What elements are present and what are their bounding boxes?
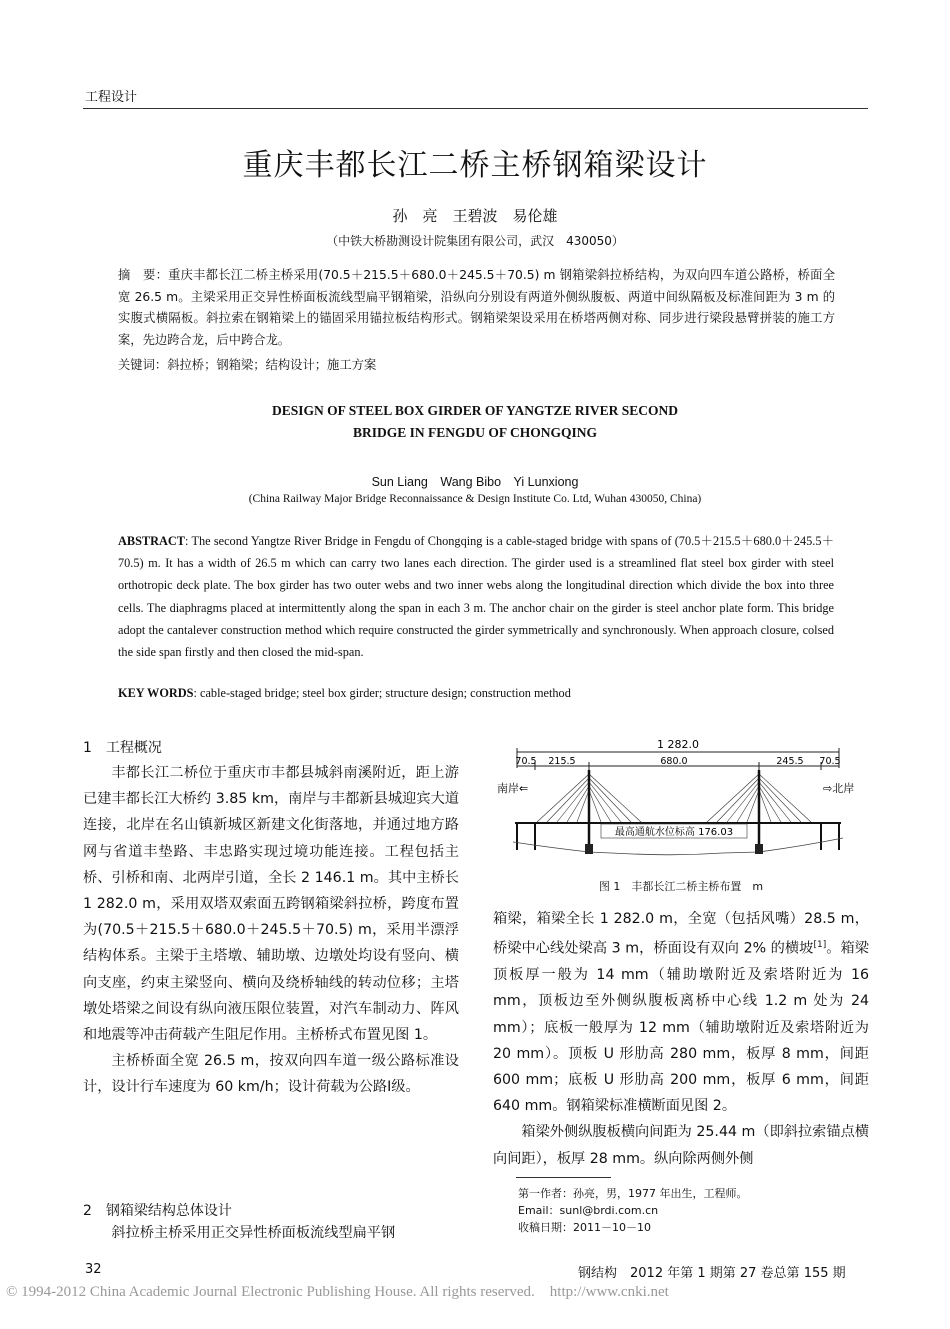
keywords-en-text: : cable-staged bridge; steel box girder; structure design; construction method <box>193 686 571 700</box>
abstract-cn-text: 重庆丰都长江二桥主桥采用(70.5＋215.5＋680.0＋245.5＋70.5) m 钢箱梁斜拉桥结构，为双向四车道公路桥，桥面全宽 26.5 m。主梁采用正交异性桥面板流线型扁平钢箱梁，沿纵向分别设有两道外侧纵腹板、两道中间纵隔板及标准间距为 3 m 的实腹式横隔板。斜拉索在钢箱梁上的锚固采用锚拉板结构形式。钢箱梁架设采用在桥塔两侧对称、同步进行梁段悬臂拼装的施工方案，先边跨合龙，后中跨合龙。 <box>118 268 835 347</box>
footnote-email: Email：sunl@brdi.com.cn <box>518 1204 659 1217</box>
keywords-cn: 关键词：斜拉桥；钢箱梁；结构设计；施工方案 <box>118 358 377 372</box>
riverbed-line <box>513 838 843 855</box>
abstract-en-label: ABSTRACT <box>118 534 185 548</box>
abstract-en-text: : The second Yangtze River Bridge in Fengdu of Chongqing is a cable-staged bridge with spans of (70.5＋215.5＋680.0＋245.5＋70.5) m. It has a width of 26.5 m which can carry two lanes each direction. The girder used is a streamlined flat steel box girder with steel orthotropic deck plate. The box girder has two outer webs and two inner webs along the longitudinal direction which divide the box into three cells. The diaphragms placed at intermittently along the span in each 3 m. The anchor chair on the girder is steel anchor plate form. This bridge adopt the cantalever construction method which require constructed the girder symmetrically and synchronously. When approach closure, colsed the side span firstly and then closed the mid-span. <box>118 534 834 660</box>
abstract-en <box>118 530 834 663</box>
section1-paragraph-2: 主桥桥面全宽 26.5 m，按双向四车道一级公路标准设计，设计行车速度为 60 km/h；设计荷载为公路Ⅰ级。 <box>83 1053 459 1096</box>
affiliation: （中铁大桥勘测设计院集团有限公司，武汉 430050） <box>326 234 624 248</box>
bridge-layout-diagram <box>493 738 869 868</box>
right-paragraph-2: 箱梁外侧纵腹板横向间距为 25.44 m（即斜拉索锚点横向间距），板厚 28 mm。纵向除两侧外侧 <box>493 1124 869 1167</box>
paper-title-en-line2: BRIDGE IN FENGDU OF CHONGQING <box>352 425 597 440</box>
section1-body <box>83 760 459 1101</box>
span-label-3: 680.0 <box>660 756 688 767</box>
authors-en: Sun Liang Wang Bibo Yi Lunxiong <box>371 475 579 489</box>
abstract-cn <box>118 265 835 351</box>
paper-title-en <box>0 400 950 444</box>
figure-1 <box>493 738 869 868</box>
abstract-cn-label: 摘 要： <box>118 268 169 282</box>
span-label-2: 215.5 <box>548 756 576 767</box>
south-bank-label: 南岸⇐ <box>497 782 529 795</box>
section1-paragraph-1: 丰都长江二桥位于重庆市丰都县城斜南溪附近，距上游已建丰都长江大桥约 3.85 km，南岸与丰都新县城迎宾大道连接，北岸在名山镇新城区新建文化街落地，并通过地方路网与省道丰垫路、丰忠路实现过境功能连接。工程包括主桥、引桥和南、北两岸引道，全长 2 146.1 m。其中主桥长 1 282.0 m，采用双塔双索面五跨钢箱梁斜拉桥，跨度布置为(70.5＋215.5＋680.0＋245.5＋70.5) m，采用半漂浮结构体系。主梁于主塔墩、辅助墩、边墩处均设有竖向、横向支座，约束主梁竖向、横向及绕桥轴线的转动位移；主塔墩处塔梁之间设有纵向液压限位装置，对汽车制动力、阵风和地震等冲击荷载产生阻尼作用。主桥桥式布置见图 1。 <box>83 765 459 1044</box>
right-paragraph-1-b: 。箱梁顶板厚一般为 14 mm（辅助墩附近及索塔附近为 16 mm，顶板边至外侧纵腹板离桥中心线 1.2 m 处为 24 mm）；底板一般厚为 12 mm（辅助墩附近及索塔附近为 20 mm）。顶板 U 形肋高 280 mm，板厚 8 mm，间距 600 mm；底板 U 形肋高 200 mm，板厚 6 mm，间距 640 mm。钢箱梁标准横断面见图 2。 <box>493 940 869 1115</box>
total-length-label: 1 282.0 <box>657 738 699 751</box>
copyright-notice: © 1994-2012 China Academic Journal Electronic Publishing House. All rights reserved. http://www.cnki.net <box>6 1284 669 1300</box>
footnote-received-date: 收稿日期：2011－10－10 <box>518 1221 651 1234</box>
south-pylon-foundation <box>585 844 593 854</box>
right-paragraph-1 <box>493 906 869 1119</box>
page-number: 32 <box>85 1262 102 1277</box>
authors: 孙 亮 王碧波 易伦雄 <box>392 207 558 225</box>
journal-info: 钢结构 2012 年第 1 期第 27 卷总第 155 期 <box>578 1266 846 1281</box>
footnotes <box>518 1185 748 1236</box>
span-label-1: 70.5 <box>515 756 537 767</box>
footnote-author: 第一作者：孙亮，男，1977 年出生，工程师。 <box>518 1187 748 1200</box>
stay-cables <box>537 774 811 822</box>
section2-heading: 2 钢箱梁结构总体设计 <box>83 1203 232 1219</box>
section2-body <box>83 1220 459 1246</box>
north-pylon-foundation <box>755 844 763 854</box>
north-bank-label: ⇨北岸 <box>823 782 855 795</box>
right-paragraph-1-a: 箱梁，箱梁全长 1 282.0 m，全宽（包括风嘴）28.5 m，桥梁中心线处梁高 3 m，桥面设有双向 2% 的横坡 <box>493 911 869 957</box>
paper-title: 重庆丰都长江二桥主桥钢箱梁设计 <box>242 148 708 183</box>
footnote-divider <box>516 1177 611 1178</box>
right-column-body <box>493 906 869 1172</box>
keywords-en-label: KEY WORDS <box>118 686 194 700</box>
keywords-en <box>118 686 571 701</box>
span-label-5: 70.5 <box>819 756 841 767</box>
span-label-4: 245.5 <box>776 756 804 767</box>
header-divider <box>83 108 868 109</box>
paper-title-en-line1: DESIGN OF STEEL BOX GIRDER OF YANGTZE RIVER SECOND <box>271 403 679 418</box>
citation-ref: [1] <box>813 940 827 951</box>
affiliation-en: (China Railway Major Bridge Reconnaissance & Design Institute Co. Ltd, Wuhan 430050, China) <box>248 493 702 505</box>
figure-1-caption: 图 1 丰都长江二桥主桥布置 m <box>598 880 764 893</box>
section2-paragraph-1: 斜拉桥主桥采用正交异性桥面板流线型扁平钢 <box>111 1225 396 1241</box>
running-head: 工程设计 <box>85 90 138 105</box>
water-level-label: 最高通航水位标高 176.03 <box>614 827 734 838</box>
section1-heading: 1 工程概况 <box>83 740 162 756</box>
